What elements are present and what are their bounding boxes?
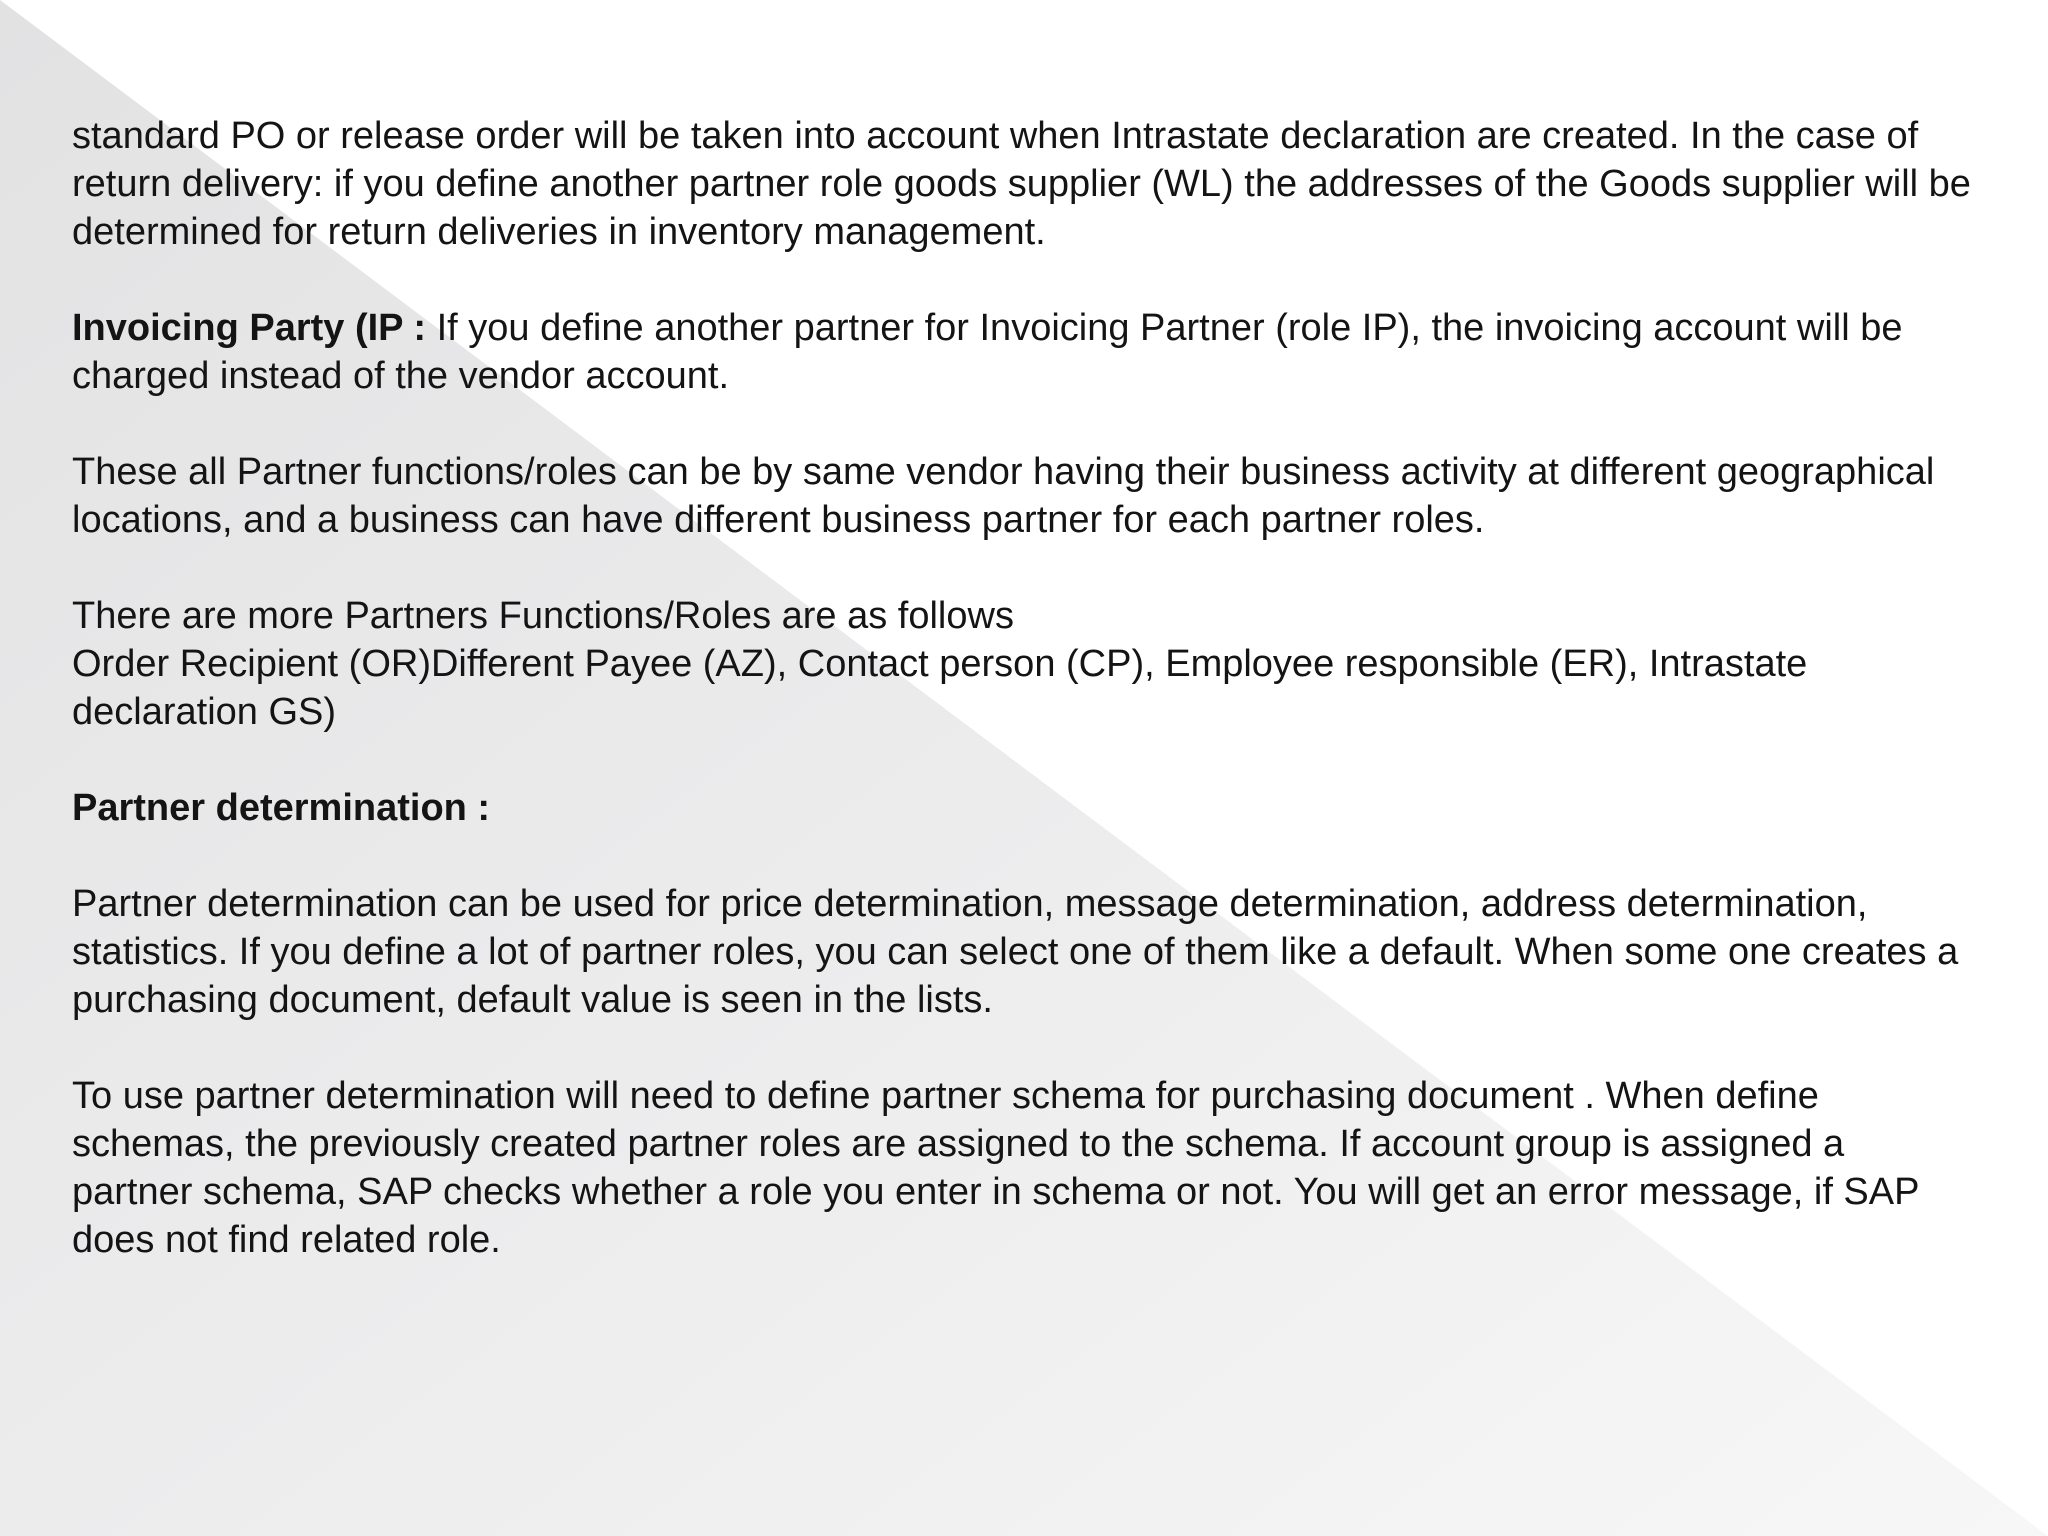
paragraph-return-delivery: standard PO or release order will be taken into account when Intrastate declaration are created. In the case of return delivery: if you define another partner role goods supplier (WL) the addresses of the Goods supplier will be determined for return deliveries in inventory management. bbox=[72, 115, 1971, 253]
paragraph-partner-determination-uses: Partner determination can be used for price determination, message determination, address determination, statistics. If you define a lot of partner roles, you can select one of them like a default. When some one creates a purchasing document, default value is seen in the lists. bbox=[72, 883, 1959, 1021]
invoicing-party-text: If you define another partner for Invoicing Partner (role IP), the invoicing account will be charged instead of the vendor account. bbox=[72, 307, 1903, 397]
paragraph-more-roles bbox=[72, 592, 1972, 736]
more-roles-intro: There are more Partners Functions/Roles are as follows bbox=[72, 595, 1014, 637]
invoicing-party-label: Invoicing Party (IP : bbox=[72, 307, 437, 349]
text-body bbox=[72, 112, 1972, 1264]
more-roles-list: Order Recipient (OR)Different Payee (AZ), Contact person (CP), Employee responsible (ER), Intrastate declaration GS) bbox=[72, 643, 1808, 733]
paragraph-partner-schema: To use partner determination will need to define partner schema for purchasing document . When define schemas, the previously created partner roles are assigned to the schema. If account group is assigned a partner schema, SAP checks whether a role you enter in schema or not. You will get an error message, if SAP does not find related role. bbox=[72, 1075, 1919, 1261]
section-heading-partner-determination: Partner determination : bbox=[72, 787, 491, 829]
paragraph-invoicing-party bbox=[72, 304, 1972, 400]
paragraph-partner-functions: These all Partner functions/roles can be by same vendor having their business activity at different geographical locations, and a business can have different business partner for each partner roles. bbox=[72, 451, 1935, 541]
